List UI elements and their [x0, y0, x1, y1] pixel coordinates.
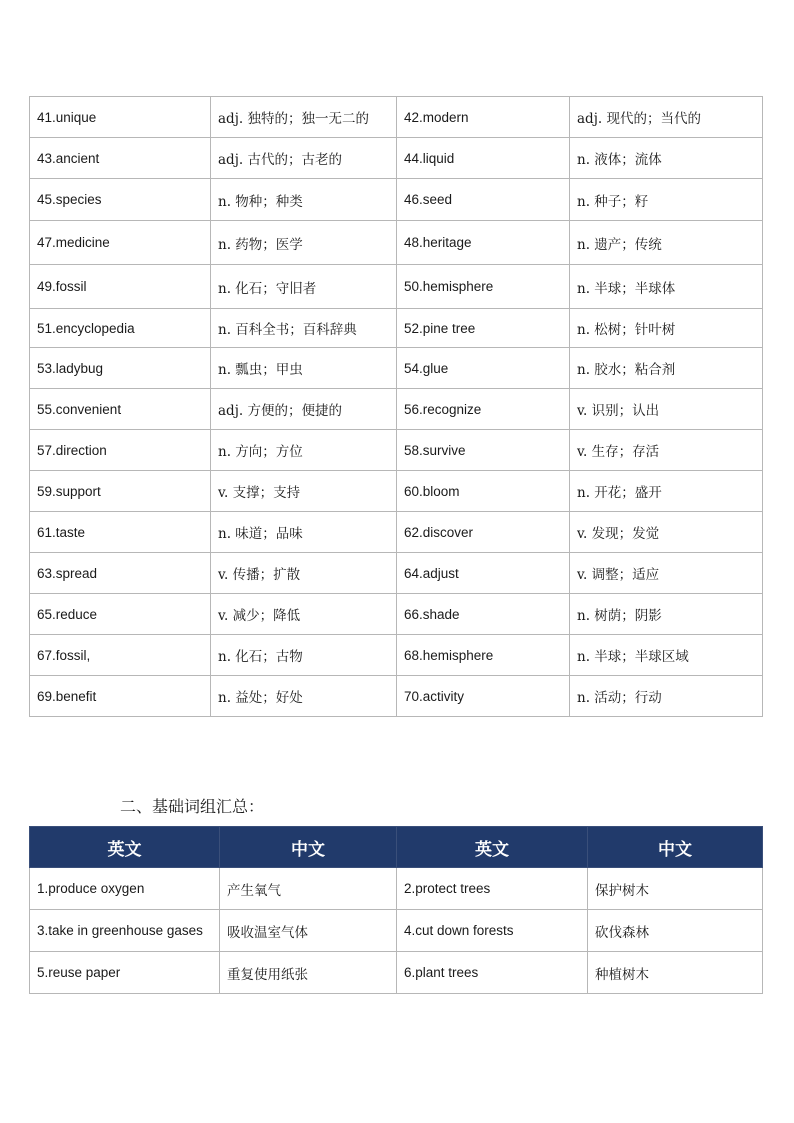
vocab-definition: n. 开花；盛开: [570, 471, 763, 512]
phrase-chinese: 产生氧气: [220, 868, 397, 910]
vocab-word: 50.hemisphere: [397, 265, 570, 309]
vocab-definition: n. 半球；半球区域: [570, 635, 763, 676]
phrase-english: 6.plant trees: [397, 952, 588, 994]
vocab-word: 59.support: [30, 471, 211, 512]
phrase-table: [29, 826, 763, 994]
vocab-word: 54.glue: [397, 348, 570, 389]
header-chinese-2: 中文: [588, 827, 763, 868]
vocab-definition: v. 调整；适应: [570, 553, 763, 594]
vocab-word: 62.discover: [397, 512, 570, 553]
phrase-table-body: [30, 868, 763, 994]
vocab-definition: adj. 现代的；当代的: [570, 97, 763, 138]
header-chinese-1: 中文: [220, 827, 397, 868]
vocab-word: 68.hemisphere: [397, 635, 570, 676]
vocab-word: 64.adjust: [397, 553, 570, 594]
vocab-word: 55.convenient: [30, 389, 211, 430]
vocab-word: 57.direction: [30, 430, 211, 471]
vocab-word: 67.fossil,: [30, 635, 211, 676]
vocab-row: [30, 309, 763, 348]
header-row: [30, 827, 763, 868]
vocab-definition: n. 物种；种类: [211, 179, 397, 221]
vocab-definition: n. 化石；守旧者: [211, 265, 397, 309]
vocab-word: 69.benefit: [30, 676, 211, 717]
vocab-definition: n. 味道；品味: [211, 512, 397, 553]
vocab-definition: v. 识别；认出: [570, 389, 763, 430]
vocab-word: 63.spread: [30, 553, 211, 594]
vocab-word: 48.heritage: [397, 221, 570, 265]
phrase-chinese: 种植树木: [588, 952, 763, 994]
vocab-word: 41.unique: [30, 97, 211, 138]
phrase-row: [30, 910, 763, 952]
vocab-word: 47.medicine: [30, 221, 211, 265]
vocab-definition: v. 减少；降低: [211, 594, 397, 635]
vocab-word: 66.shade: [397, 594, 570, 635]
vocab-word: 46.seed: [397, 179, 570, 221]
vocab-word: 58.survive: [397, 430, 570, 471]
header-english-2: 英文: [397, 827, 588, 868]
section-heading-phrases: 二、基础词组汇总：: [120, 797, 265, 816]
vocab-definition: adj. 古代的；古老的: [211, 138, 397, 179]
vocab-definition: n. 百科全书；百科辞典: [211, 309, 397, 348]
phrase-chinese: 保护树木: [588, 868, 763, 910]
vocab-row: [30, 97, 763, 138]
vocab-definition: n. 半球；半球体: [570, 265, 763, 309]
vocabulary-table: [29, 96, 763, 717]
vocab-word: 70.activity: [397, 676, 570, 717]
vocab-word: 44.liquid: [397, 138, 570, 179]
phrase-row: [30, 868, 763, 910]
phrase-english: 3.take in greenhouse gases: [30, 910, 220, 952]
vocab-definition: n. 益处；好处: [211, 676, 397, 717]
vocab-row: [30, 348, 763, 389]
vocab-definition: adj. 独特的；独一无二的: [211, 97, 397, 138]
vocab-word: 43.ancient: [30, 138, 211, 179]
vocab-row: [30, 179, 763, 221]
vocab-definition: v. 支撑；支持: [211, 471, 397, 512]
vocab-row: [30, 635, 763, 676]
phrase-chinese: 砍伐森林: [588, 910, 763, 952]
phrase-english: 2.protect trees: [397, 868, 588, 910]
vocab-definition: n. 液体；流体: [570, 138, 763, 179]
vocab-definition: v. 发现；发觉: [570, 512, 763, 553]
phrase-chinese: 重复使用纸张: [220, 952, 397, 994]
vocab-word: 56.recognize: [397, 389, 570, 430]
vocab-definition: n. 树荫；阴影: [570, 594, 763, 635]
vocab-definition: adj. 方便的；便捷的: [211, 389, 397, 430]
vocab-definition: v. 传播；扩散: [211, 553, 397, 594]
vocab-word: 52.pine tree: [397, 309, 570, 348]
phrase-english: 1.produce oxygen: [30, 868, 220, 910]
vocab-word: 65.reduce: [30, 594, 211, 635]
vocab-row: [30, 676, 763, 717]
vocab-row: [30, 389, 763, 430]
phrase-row: [30, 952, 763, 994]
header-english-1: 英文: [30, 827, 220, 868]
vocab-row: [30, 221, 763, 265]
vocab-definition: n. 药物；医学: [211, 221, 397, 265]
vocab-definition: n. 种子；籽: [570, 179, 763, 221]
phrase-table-header: [30, 827, 763, 868]
vocab-definition: n. 活动；行动: [570, 676, 763, 717]
vocab-definition: n. 方向；方位: [211, 430, 397, 471]
vocab-definition: v. 生存；存活: [570, 430, 763, 471]
phrase-english: 5.reuse paper: [30, 952, 220, 994]
vocab-row: [30, 138, 763, 179]
vocab-word: 60.bloom: [397, 471, 570, 512]
vocab-word: 61.taste: [30, 512, 211, 553]
vocab-word: 53.ladybug: [30, 348, 211, 389]
vocab-definition: n. 化石；古物: [211, 635, 397, 676]
vocab-word: 49.fossil: [30, 265, 211, 309]
vocab-row: [30, 265, 763, 309]
vocab-word: 42.modern: [397, 97, 570, 138]
vocab-row: [30, 430, 763, 471]
vocab-definition: n. 瓢虫；甲虫: [211, 348, 397, 389]
vocabulary-table-body: [30, 97, 763, 717]
vocab-word: 45.species: [30, 179, 211, 221]
vocab-row: [30, 512, 763, 553]
vocab-definition: n. 松树；针叶树: [570, 309, 763, 348]
vocab-definition: n. 胶水；粘合剂: [570, 348, 763, 389]
vocab-definition: n. 遗产；传统: [570, 221, 763, 265]
phrase-english: 4.cut down forests: [397, 910, 588, 952]
vocab-row: [30, 553, 763, 594]
vocab-word: 51.encyclopedia: [30, 309, 211, 348]
phrase-chinese: 吸收温室气体: [220, 910, 397, 952]
vocab-row: [30, 471, 763, 512]
vocab-row: [30, 594, 763, 635]
